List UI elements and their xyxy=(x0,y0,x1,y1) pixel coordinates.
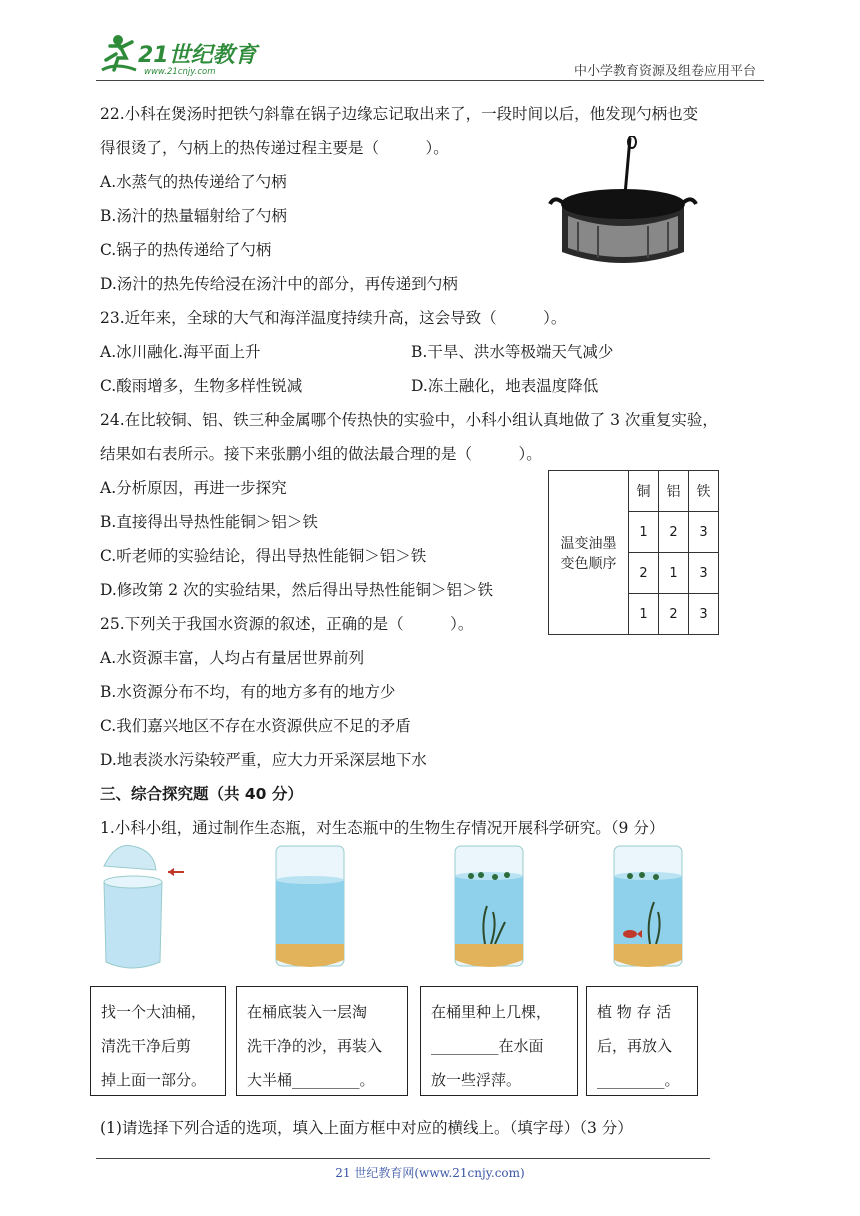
q23-option-a: A.冰川融化.海平面上升 xyxy=(100,343,261,361)
table-row xyxy=(549,512,719,553)
table-cell: 3 xyxy=(689,512,719,553)
table-row xyxy=(549,594,719,635)
table-label-bottom: 变色顺序 xyxy=(549,553,629,594)
q22-option-a: A.水蒸气的热传递给了勺柄 xyxy=(100,173,287,191)
table-header-row xyxy=(549,471,719,512)
q23-stem: 23.近年来，全球的大气和海洋温度持续升高，这会导致（ ）。 xyxy=(100,309,567,327)
step-box-line: 清洗干净后剪 xyxy=(101,1037,192,1055)
q22-stem-line2: 得很烫了，勺柄上的热传递过程主要是（ ）。 xyxy=(100,139,449,157)
table-header-aluminum: 铝 xyxy=(659,471,689,512)
table-cell: 3 xyxy=(689,553,719,594)
fish-bottle-illustration xyxy=(610,842,686,976)
q23-option-c: C.酸雨增多，生物多样性锐减 xyxy=(100,377,303,395)
q24-option-d: D.修改第 2 次的实验结果，然后得出导热性能铜＞铝＞铁 xyxy=(100,581,494,599)
step-box-line: 在桶底装入一层淘 xyxy=(247,1003,368,1021)
step-box-3 xyxy=(420,986,578,1096)
table-cell: 1 xyxy=(629,594,659,635)
step-box-1 xyxy=(90,986,226,1096)
q22-option-c: C.锅子的热传递给了勺柄 xyxy=(100,241,272,259)
step-box-line: 找一个大油桶， xyxy=(101,1003,207,1021)
step-box-line: 放一些浮萍。 xyxy=(431,1071,522,1089)
step-box-line: 洗干净的沙，再装入 xyxy=(247,1037,383,1055)
footer-divider xyxy=(96,1158,710,1159)
platform-name: 中小学教育资源及组卷应用平台 xyxy=(573,64,756,79)
table-header-iron: 铁 xyxy=(689,471,719,512)
table-header-copper: 铜 xyxy=(629,471,659,512)
metal-results-table xyxy=(548,470,719,635)
q25-option-d: D.地表淡水污染较严重，应大力开采深层地下水 xyxy=(100,751,427,769)
q24-stem-line2: 结果如右表所示。接下来张鹏小组的做法最合理的是（ ）。 xyxy=(100,445,542,463)
table-cell: 2 xyxy=(629,553,659,594)
step-box-line: _________在水面 xyxy=(431,1037,544,1055)
table-cell: 3 xyxy=(689,594,719,635)
step-box-line: 后，再放入 xyxy=(597,1037,673,1055)
q25-stem: 25.下列关于我国水资源的叙述，正确的是（ ）。 xyxy=(100,615,474,633)
cut-bottle-illustration xyxy=(96,842,196,976)
table-row xyxy=(549,553,719,594)
q23-option-b: B.干旱、洪水等极端天气减少 xyxy=(411,343,614,361)
table-cell: 1 xyxy=(659,553,689,594)
step-box-line: 掉上面一部分。 xyxy=(101,1071,207,1089)
pot-with-spoon-illustration xyxy=(548,136,698,270)
q22-option-d: D.汤汁的热先传给浸在汤汁中的部分，再传递到勺柄 xyxy=(100,275,458,293)
logo-url: www.21cnjy.com xyxy=(144,67,216,77)
section3-q1-stem: 1.小科小组，通过制作生态瓶，对生态瓶中的生物生存情况开展科学研究。（9 分） xyxy=(100,819,665,837)
q24-stem-line1: 24.在比较铜、铝、铁三种金属哪个传热快的实验中，小科小组认真地做了 3 次重复实验， xyxy=(100,411,718,429)
plant-bottle-illustration xyxy=(451,842,527,976)
table-label-empty xyxy=(549,594,629,635)
q24-option-a: A.分析原因，再进一步探究 xyxy=(100,479,287,497)
section-title: 三、综合探究题（共 40 分） xyxy=(100,785,303,803)
step-box-line: 在桶里种上几棵， xyxy=(431,1003,552,1021)
q25-option-a: A.水资源丰富，人均占有量居世界前列 xyxy=(100,649,365,667)
step-box-2 xyxy=(236,986,408,1096)
q25-option-b: B.水资源分布不均，有的地方多有的地方少 xyxy=(100,683,396,701)
q24-option-c: C.听老师的实验结论，得出导热性能铜＞铝＞铁 xyxy=(100,547,427,565)
step-box-line: 大半桶_________。 xyxy=(247,1071,375,1089)
logo-text: 21世纪教育 xyxy=(138,43,257,68)
q25-option-c: C.我们嘉兴地区不存在水资源供应不足的矛盾 xyxy=(100,717,411,735)
q22-stem-line1: 22.小科在煲汤时把铁勺斜靠在锅子边缘忘记取出来了，一段时间以后，他发现勺柄也变 xyxy=(100,105,699,123)
step-box-line: 植 物 存 活 xyxy=(597,1003,672,1021)
table-cell: 1 xyxy=(629,512,659,553)
site-logo xyxy=(96,32,266,80)
q24-option-b: B.直接得出导热性能铜＞铝＞铁 xyxy=(100,513,318,531)
header-divider xyxy=(96,80,764,81)
step-box-line: _________。 xyxy=(597,1071,680,1089)
step-box-4 xyxy=(586,986,698,1096)
footer-text: 21 世纪教育网(www.21cnjy.com) xyxy=(335,1166,525,1180)
section3-subquestion-1: (1)请选择下列合适的选项，填入上面方框中对应的横线上。（填字母）（3 分） xyxy=(100,1119,633,1137)
q22-option-b: B.汤汁的热量辐射给了勺柄 xyxy=(100,207,287,225)
table-corner-cell xyxy=(549,471,629,512)
sand-water-bottle-illustration xyxy=(272,842,348,976)
table-label-top: 温变油墨 xyxy=(549,512,629,553)
table-cell: 2 xyxy=(659,594,689,635)
table-cell: 2 xyxy=(659,512,689,553)
q23-option-d: D.冻土融化，地表温度降低 xyxy=(411,377,599,395)
